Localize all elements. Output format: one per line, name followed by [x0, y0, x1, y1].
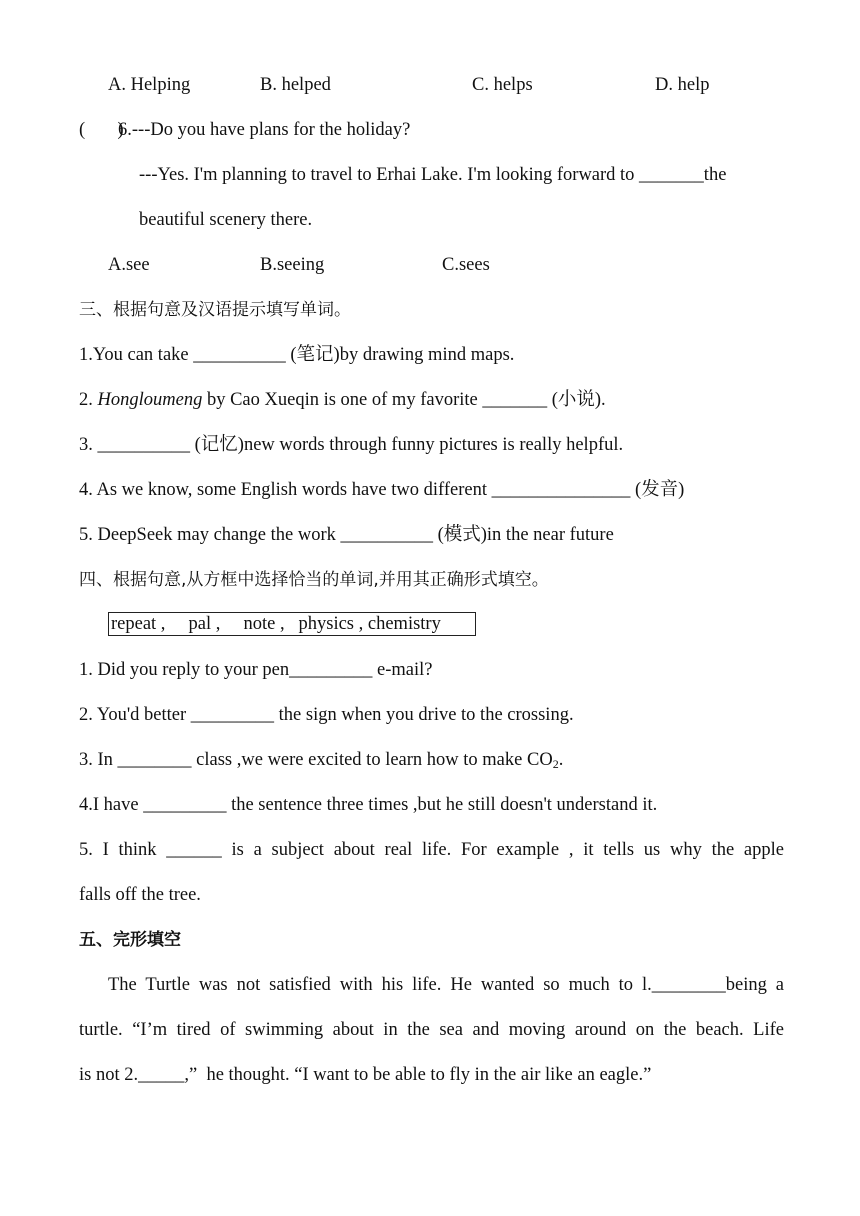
section3-item-2-number: 2. [79, 390, 98, 410]
q6-option-a: A.see [108, 255, 150, 275]
q6-answer-paren: ( ) [79, 120, 124, 140]
cloze-paragraph-line3: is not 2._____,” he thought. “I want to be able to fly in the air like an eagle.” [79, 1065, 652, 1085]
section4-item-3 [79, 748, 563, 772]
cloze-paragraph-line2: turtle. “I’m tired of swimming about in the sea and moving around on the beach. Life [79, 1020, 784, 1040]
section3-item-2-text: by Cao Xueqin is one of my favorite _______ (小说). [202, 390, 606, 410]
section3-heading: 三、根据句意及汉语提示填写单词。 [79, 300, 351, 320]
q6-question: 6.---Do you have plans for the holiday? [118, 120, 411, 140]
q5-option-d: D. help [655, 75, 710, 95]
q6-answer-line1: ---Yes. I'm planning to travel to Erhai Lake. I'm looking forward to _______the [139, 165, 727, 185]
q5-option-b: B. helped [260, 75, 331, 95]
book-title: Hongloumeng [97, 390, 203, 410]
section3-item-5: 5. DeepSeek may change the work __________ (模式)in the near future [79, 525, 614, 545]
section4-item-5-line1: 5. I think ______ is a subject about real life. For example , it tells us why the apple [79, 840, 784, 860]
q5-option-c: C. helps [472, 75, 533, 95]
section4-item-4: 4.I have _________ the sentence three times ,but he still doesn't understand it. [79, 795, 658, 815]
section5-heading: 五、完形填空 [79, 930, 181, 950]
q6-option-c: C.sees [442, 255, 490, 275]
q6-answer-line2: beautiful scenery there. [139, 210, 313, 230]
section3-item-2 [79, 388, 606, 412]
section4-item-5-line2: falls off the tree. [79, 885, 201, 905]
section4-item-3-period: . [558, 750, 564, 770]
section4-item-2: 2. You'd better _________ the sign when you drive to the crossing. [79, 705, 574, 725]
section3-item-1: 1.You can take __________ (笔记)by drawing mind maps. [79, 345, 515, 365]
word-box: repeat , pal , note , physics , chemistry [108, 612, 476, 636]
section3-item-4: 4. As we know, some English words have two different _______________ (发音) [79, 480, 685, 500]
section4-item-1: 1. Did you reply to your pen_________ e-mail? [79, 660, 433, 680]
q5-option-a: A. Helping [108, 75, 191, 95]
cloze-paragraph-line1: The Turtle was not satisfied with his life. He wanted so much to l.________being a [108, 975, 784, 995]
section4-item-3-text: 3. In ________ class ,we were excited to learn how to make CO [79, 750, 553, 770]
section4-heading: 四、根据句意,从方框中选择恰当的单词,并用其正确形式填空。 [79, 570, 549, 590]
q6-option-b: B.seeing [260, 255, 325, 275]
section3-item-3: 3. __________ (记忆)new words through funny pictures is really helpful. [79, 435, 624, 455]
subscript-2: 2 [552, 757, 559, 771]
